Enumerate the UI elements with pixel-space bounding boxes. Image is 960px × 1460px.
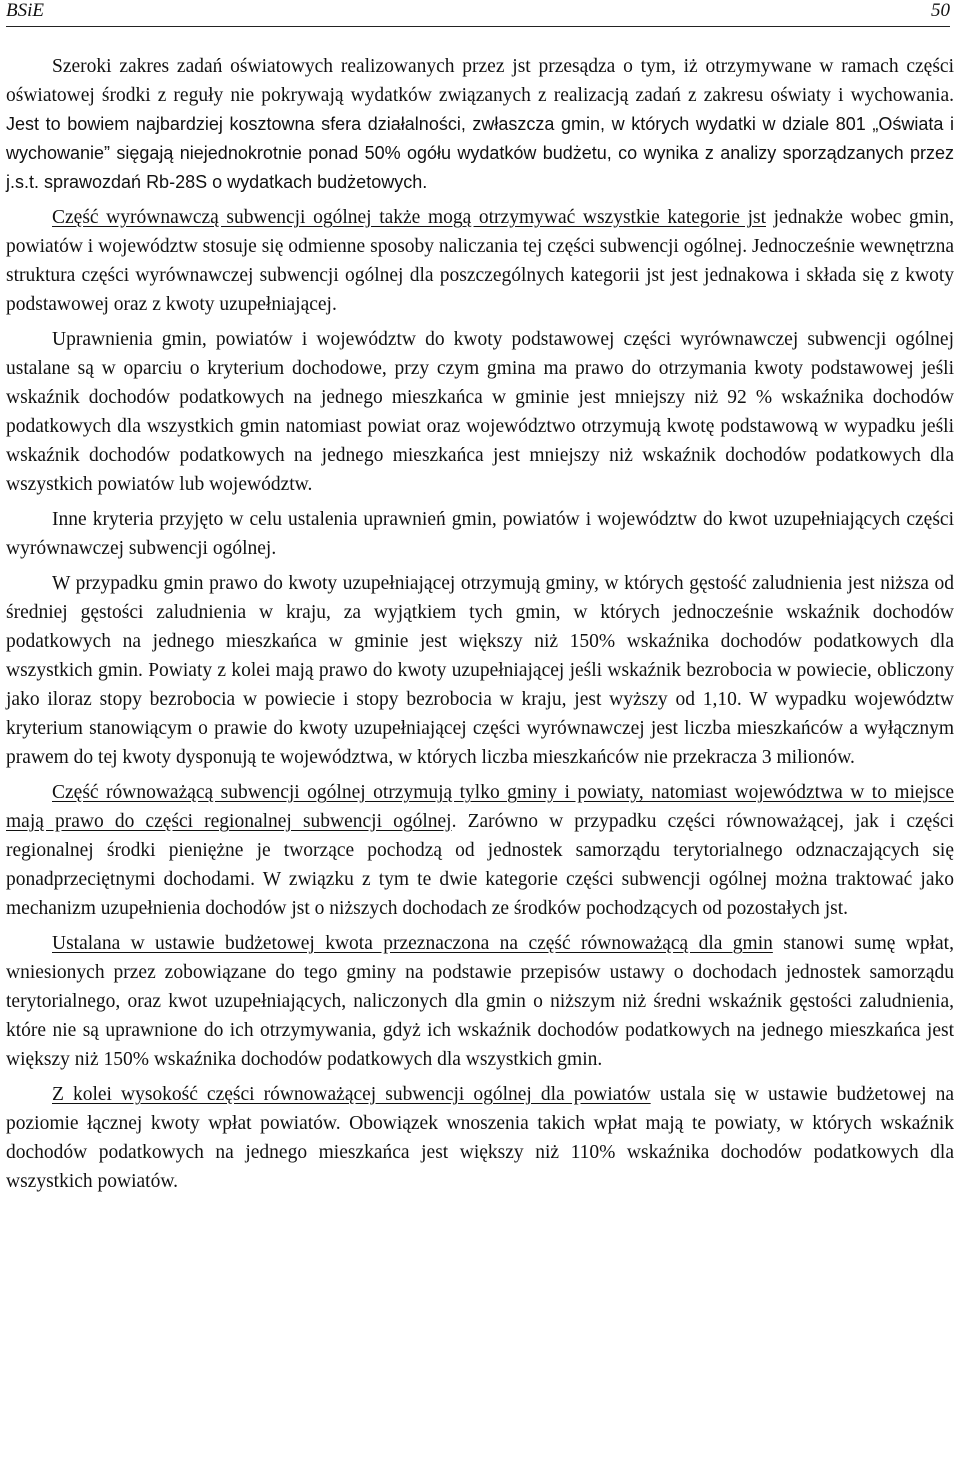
paragraph-6-rest: . Zarówno w przypadku części równoważącej, jak i części regionalnej środki pieniężne je tworzące pochodzą od jednostek samorządu terytorialnego odznaczających się ponadprzeciętnymi dochodami. W związku z tym te dwie kategorie części subwencji ogólnej można traktować jako mechanizm uzupełnienia dochodów jst o niższych dochodach ze środków pochodzących od pozostałych jst. [6, 811, 955, 919]
paragraph-7-underlined: Ustalana w ustawie budżetowej kwota przeznaczona na część równoważącą dla gmin [52, 933, 773, 954]
paragraph-8 [6, 1080, 954, 1196]
paragraph-6 [6, 778, 954, 923]
paragraph-5: W przypadku gmin prawo do kwoty uzupełniającej otrzymują gminy, w których gęstość zaludnienia jest niższa od średniej gęstości zaludnienia w kraju, za wyjątkiem tych gmin, w których jednocześnie wskaźnik dochodów podatkowych na jednego mieszkańca w gminie jest większy niż 150% wskaźnika dochodów podatkowych dla wszystkich gmin. Powiaty z kolei mają prawo do kwoty uzupełniającej jeśli wskaźnik bezrobocia w powiecie, obliczony jako iloraz stopy bezrobocia w powiecie i stopy bezrobocia w kraju, jest wyższy od 1,10. W wypadku województw kryterium stanowiącym o prawie do kwoty uzupełniającej części wyrównawczej jest liczba mieszkańców a wyłącznym prawem do tej kwoty dysponują te województwa, w których liczba mieszkańców nie przekracza 3 milionów. [6, 573, 954, 768]
paragraph-8-underlined: Z kolei wysokość części równoważącej subwencji ogólnej dla powiatów [52, 1084, 651, 1105]
paragraph-7 [6, 929, 954, 1074]
paragraph-4: Inne kryteria przyjęto w celu ustalenia uprawnień gmin, powiatów i województw do kwot uzupełniających części wyrównawczej subwencji ogólnej. [6, 509, 954, 559]
page-header [6, 0, 950, 27]
paragraph-1-text-a: Szeroki zakres zadań oświatowych realizowanych przez jst przesądza o tym, iż otrzymywane w ramach części oświatowej środki z reguły nie pokrywają wydatków związanych z realizacją zadań z zakresu oświaty i wychowania. [6, 56, 954, 106]
paragraph-2 [6, 203, 954, 319]
header-title: BSiE [6, 0, 44, 21]
paragraph-1 [6, 52, 954, 197]
document-body [6, 52, 954, 1202]
paragraph-1-text-b: Jest to bowiem najbardziej kosztowna sfera działalności, zwłaszcza gmin, w których wydatki w dziale 801 „Oświata i wychowanie” sięgają niejednokrotnie ponad 50% ogółu wydatków budżetu, co wynika z analizy sporządzanych przez j.s.t. sprawozdań Rb-28S o wydatkach budżetowych. [6, 114, 954, 192]
paragraph-2-underlined: Część wyrównawczą subwencji ogólnej także mogą otrzymywać wszystkie kategorie jst [52, 207, 766, 228]
page-number: 50 [931, 0, 950, 21]
paragraph-8-rest: ustala się w ustawie budżetowej na poziomie łącznej kwoty wpłat powiatów. Obowiązek wnoszenia takich wpłat mają te powiaty, w których wskaźnik dochodów podatkowych na jednego mieszkańca jest większy niż 110% wskaźnika dochodów podatkowych dla wszystkich powiatów. [6, 1084, 954, 1192]
paragraph-6-underlined: Część równoważącą subwencji ogólnej otrzymują tylko gminy i powiaty, natomiast województwa w to miejsce mają prawo do części regionalnej subwencji ogólnej [6, 782, 954, 832]
paragraph-2-rest: jednakże wobec gmin, powiatów i województw stosuje się odmienne sposoby naliczania tej części subwencji ogólnej. Jednocześnie wewnętrzna struktura części wyrównawczej subwencji ogólnej dla poszczególnych kategorii jst jest jednakowa i składa się z kwoty podstawowej oraz z kwoty uzupełniającej. [6, 207, 954, 315]
paragraph-3: Uprawnienia gmin, powiatów i województw do kwoty podstawowej części wyrównawczej subwencji ogólnej ustalane są w oparciu o kryterium dochodowe, przy czym gmina ma prawo do otrzymania kwoty podstawowej jeśli wskaźnik dochodów podatkowych na jednego mieszkańca w gminie jest mniejszy niż 92 % wskaźnika dochodów podatkowych dla wszystkich gmin natomiast powiat oraz województwo otrzymują kwotę podstawową w wypadku jeśli wskaźnik dochodów podatkowych na jednego mieszkańca jest mniejszy niż wskaźnik dochodów podatkowych dla wszystkich powiatów lub województw. [6, 329, 954, 495]
paragraph-7-rest: stanowi sumę wpłat, wniesionych przez zobowiązane do tego gminy na podstawie przepisów ustawy o dochodach jednostek samorządu terytorialnego, oraz kwot uzupełniających, naliczonych dla gmin o niższym niż średni wskaźnik gęstości zaludnienia, które nie są uprawnione do ich otrzymywania, gdyż ich wskaźnik dochodów podatkowych na jednego mieszkańca jest większy niż 150% wskaźnika dochodów podatkowych dla wszystkich gmin. [6, 933, 954, 1070]
